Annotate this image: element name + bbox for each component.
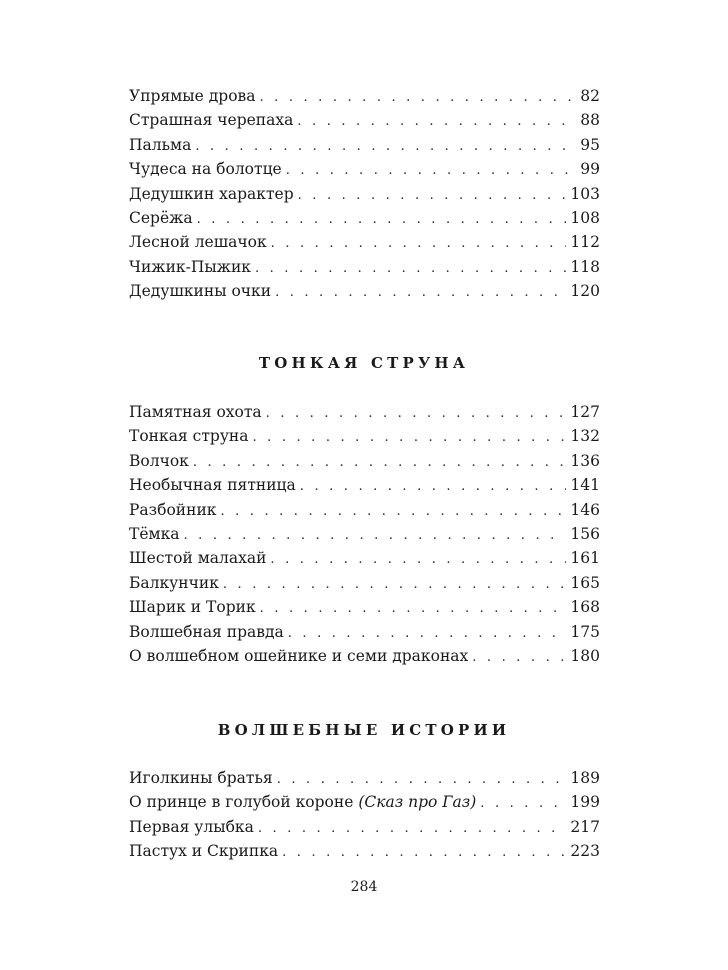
toc-entry-page: 95 (580, 135, 600, 154)
dot-leader (300, 475, 567, 499)
dot-leader (260, 86, 577, 110)
toc-entry[interactable] (129, 84, 600, 108)
toc-entry-title: Тёмка (129, 524, 180, 543)
dot-leader (275, 281, 566, 305)
toc-entry[interactable] (129, 255, 600, 279)
toc-entry-page: 146 (570, 500, 600, 519)
toc-entry-title: Дедушкин характер (129, 184, 294, 203)
toc-entry-page: 103 (570, 184, 600, 203)
toc-entry-title: Дедушкины очки (129, 282, 272, 301)
dot-leader (277, 768, 567, 792)
toc-entry-page: 108 (570, 208, 600, 227)
toc-entry-title: Необычная пятница (129, 476, 296, 495)
toc-entry-page: 168 (570, 598, 600, 617)
dot-leader (193, 451, 567, 475)
dot-leader (297, 110, 576, 134)
toc-entry-page: 217 (570, 817, 600, 836)
toc-entry[interactable] (129, 473, 600, 497)
toc-entry-title: Волчок (129, 451, 189, 470)
section-heading: ВОЛШЕБНЫЕ ИСТОРИИ (217, 721, 511, 739)
toc-entry-page: 112 (570, 233, 600, 252)
toc-entry[interactable] (129, 279, 600, 303)
toc-entry-page: 120 (570, 282, 600, 301)
toc-entry-page: 132 (570, 427, 600, 446)
toc-entry-page: 136 (570, 451, 600, 470)
toc-entry-page: 175 (570, 622, 600, 641)
toc-entry[interactable] (129, 108, 600, 132)
toc-entry-page: 82 (580, 87, 600, 105)
toc-entry-page: 118 (570, 257, 600, 276)
dot-leader (223, 573, 567, 597)
toc-entry-page: 88 (580, 111, 600, 130)
dot-leader (220, 500, 566, 524)
toc-entry-title: Страшная черепаха (129, 111, 294, 130)
toc-entry-title: Первая улыбка (129, 817, 254, 836)
toc-entry-title: Шарик и Торик (129, 598, 256, 617)
toc-entry-page: 180 (570, 646, 600, 665)
dot-leader (255, 257, 566, 281)
toc-entry-title: Чудеса на болотце (129, 160, 282, 179)
dot-leader (184, 524, 567, 548)
dot-leader (266, 402, 567, 426)
dot-leader (258, 817, 567, 841)
toc-list-section-1 (129, 84, 600, 304)
toc-entry-title: Лесной лешачок (129, 233, 267, 252)
dot-leader (197, 208, 567, 232)
toc-entry[interactable] (129, 522, 600, 546)
toc-entry-title: Серёжа (129, 208, 193, 227)
toc-entry[interactable] (129, 498, 600, 522)
toc-entry-title: Пальма (129, 135, 192, 154)
dot-leader (472, 646, 566, 670)
dot-leader (298, 184, 567, 208)
dot-leader (195, 135, 576, 159)
toc-entry-title (129, 790, 476, 814)
toc-entry[interactable] (129, 620, 600, 644)
toc-entry[interactable] (129, 595, 600, 619)
toc-entry-page: 223 (570, 842, 600, 861)
toc-entry[interactable] (129, 571, 600, 595)
toc-entry-title: Пастух и Скрипка (129, 842, 279, 861)
toc-entry-page: 99 (580, 160, 600, 179)
dot-leader (288, 622, 567, 646)
dot-leader (286, 159, 577, 183)
toc-list-section-2 (129, 400, 600, 668)
dot-leader (282, 841, 566, 865)
dot-leader (480, 792, 566, 816)
toc-entry-page: 127 (570, 403, 600, 421)
dot-leader (260, 597, 567, 621)
dot-leader (270, 548, 566, 572)
toc-entry-title: Иголкины братья (129, 769, 273, 787)
toc-entry-title: Упрямые дрова (129, 87, 256, 105)
toc-entry[interactable] (129, 449, 600, 473)
toc-entry-title: Волшебная правда (129, 622, 284, 641)
toc-entry-page: 199 (570, 793, 600, 812)
toc-entry-title-main: О принце в голубой короне (129, 793, 354, 812)
toc-entry-title: Балкунчик (129, 573, 219, 592)
toc-entry[interactable] (129, 790, 600, 814)
toc-entry-title: Чижик-Пыжик (129, 257, 251, 276)
toc-entry[interactable] (129, 766, 600, 790)
dot-leader (253, 426, 567, 450)
toc-entry-title: Памятная охота (129, 403, 262, 421)
toc-entry[interactable] (129, 206, 600, 230)
toc-entry[interactable] (129, 644, 600, 668)
toc-entry-title: Тонкая струна (129, 427, 249, 446)
toc-entry-page: 161 (570, 549, 600, 568)
toc-entry-title: Шестой малахай (129, 549, 267, 568)
toc-list-section-3 (129, 766, 600, 864)
toc-entry-title: Разбойник (129, 500, 217, 519)
page-number: 284 (350, 879, 378, 895)
toc-entry-title: О волшебном ошейнике и семи драконах (129, 646, 469, 665)
toc-entry[interactable] (129, 157, 600, 181)
toc-entry-subtitle: (Сказ про Газ) (358, 793, 477, 812)
toc-entry[interactable] (129, 424, 600, 448)
toc-entry-page: 165 (570, 573, 600, 592)
toc-entry[interactable] (129, 815, 600, 839)
section-heading: ТОНКАЯ СТРУНА (258, 354, 470, 372)
toc-entry[interactable] (129, 546, 600, 570)
toc-entry[interactable] (129, 133, 600, 157)
toc-entry[interactable] (129, 182, 600, 206)
dot-leader (271, 232, 567, 256)
toc-entry[interactable] (129, 400, 600, 424)
toc-entry-page: 156 (570, 524, 600, 543)
toc-entry-page: 189 (570, 769, 600, 787)
toc-entry[interactable] (129, 839, 600, 863)
toc-entry-page: 141 (570, 476, 600, 495)
toc-entry[interactable] (129, 230, 600, 254)
